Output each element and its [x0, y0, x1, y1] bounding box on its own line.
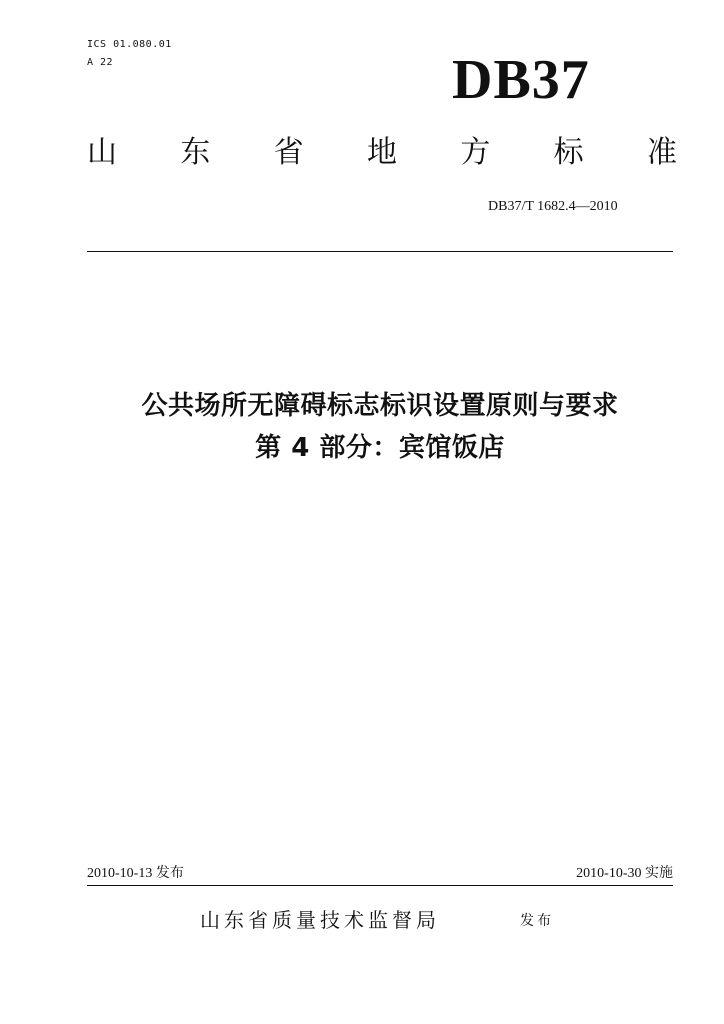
standard-type-char: 准: [646, 135, 677, 170]
document-subtitle: 第 4 部分：宾馆饭店: [255, 433, 505, 463]
db37-logo: DB37: [452, 49, 590, 111]
bottom-divider: [87, 885, 673, 886]
top-divider: [87, 251, 673, 252]
standard-type-char: 方: [460, 135, 491, 170]
standard-code: DB37/T 1682.4—2010: [488, 199, 618, 214]
standard-type-char: 标: [553, 135, 584, 170]
classification-code: A 22: [87, 57, 114, 68]
implementation-date: 2010-10-30 实施: [576, 866, 673, 881]
standard-type-char: 山: [87, 135, 117, 170]
issuing-authority: 山东省质量技术监督局: [200, 908, 440, 932]
issued-label: 发布: [520, 913, 554, 929]
standard-type-char: 东: [180, 135, 211, 170]
document-title: 公共场所无障碍标志标识设置原则与要求: [141, 391, 619, 421]
standard-type-heading: [87, 134, 677, 172]
ics-number: ICS 01.080.01: [87, 39, 172, 50]
issue-date: 2010-10-13 发布: [87, 866, 184, 881]
standard-type-char: 地: [366, 135, 397, 170]
standard-type-char: 省: [273, 135, 304, 170]
